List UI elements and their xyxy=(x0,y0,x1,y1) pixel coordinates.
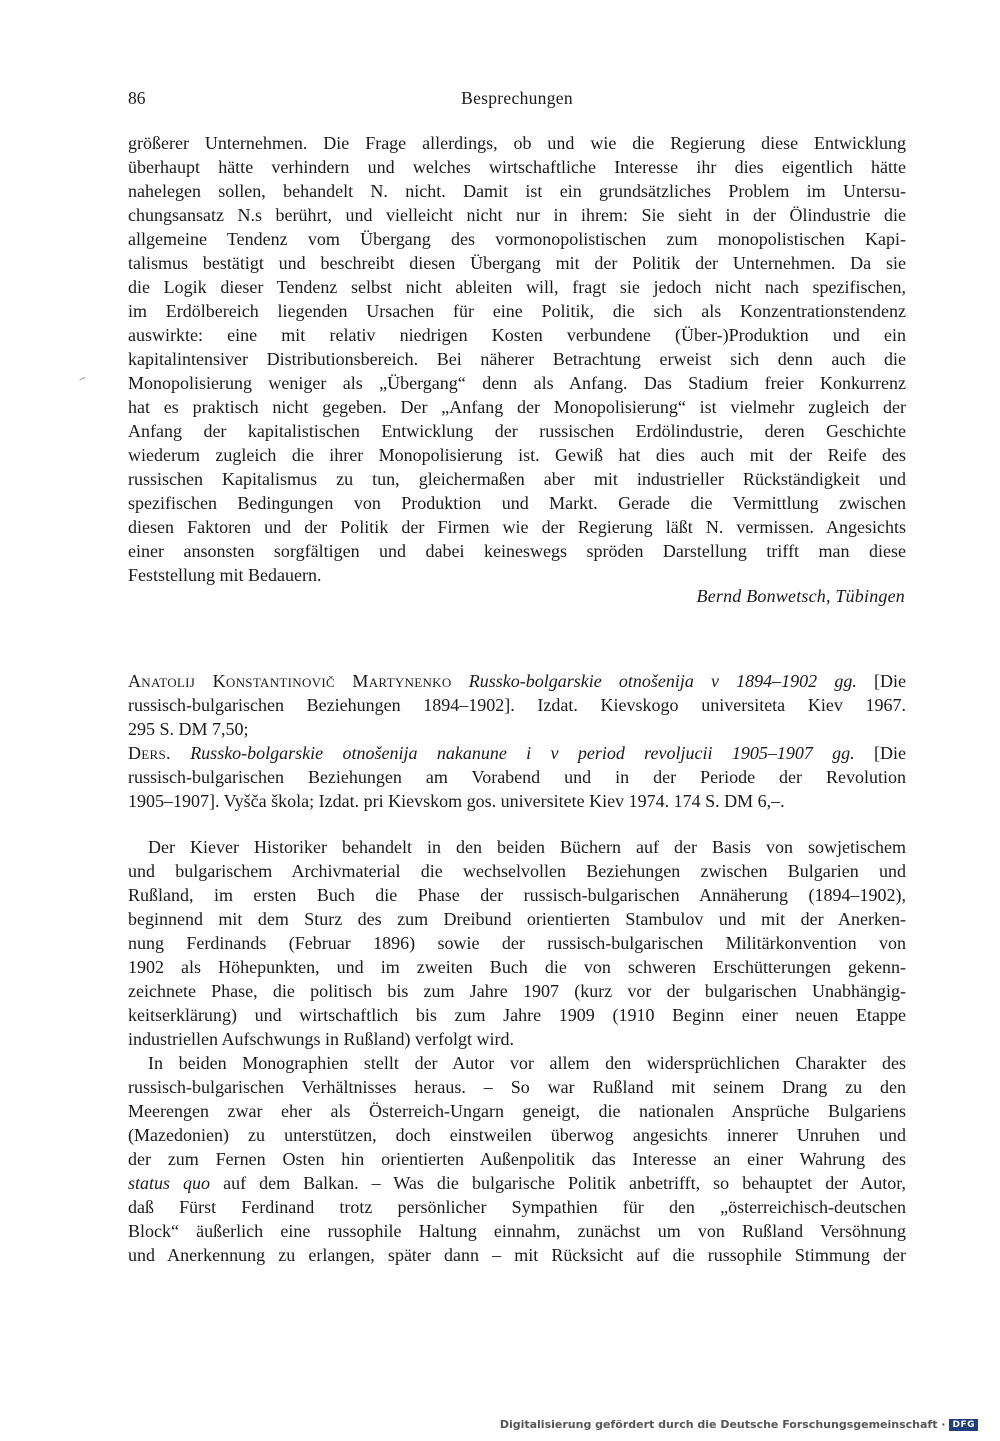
footer-credit: Digitalisierung gefördert durch die Deutsche Forschungsgemeinschaft · xyxy=(499,1418,946,1431)
biblio-text: [Die xyxy=(856,671,907,691)
digitization-footer xyxy=(500,1418,978,1431)
text-line: hat es praktisch nicht gegeben. Der „Anfang der Monopolisierung“ ist vielmehr zugleich der xyxy=(128,397,906,417)
text-line: einer ansonsten sorgfältigen und dabei keineswegs spröden Darstellung trifft man diese xyxy=(128,541,906,561)
biblio-line: russisch-bulgarischen Beziehungen am Vorabend und in der Periode der Revolution xyxy=(128,767,906,787)
text-line: Feststellung mit Bedauern. xyxy=(128,565,322,585)
text-line: 1902 als Höhepunkten, und im zweiten Buch die von schweren Erschütterungen gekenn- xyxy=(128,957,906,977)
dfg-logo: DFG xyxy=(949,1419,978,1431)
text-line: auswirkte: eine mit relativ niedrigen Kosten verbundene (Über-)Produktion und ein xyxy=(128,325,906,345)
text-line: im Erdölbereich liegenden Ursachen für eine Politik, die sich als Konzentrationstendenz xyxy=(128,301,906,321)
text-line: kapitalintensiver Distributionsbereich. Bei näherer Betrachtung erweist sich denn auch die xyxy=(128,349,906,369)
running-head: Besprechungen xyxy=(461,88,573,108)
page-number: 86 xyxy=(128,88,146,108)
text-line: beginnend mit dem Sturz des zum Dreibund orientierten Stambulov und mit der Anerken- xyxy=(128,909,906,929)
text-line: wiederum zugleich die ihrer Monopolisierung ist. Gewiß hat dies auch mit der Reife des xyxy=(128,445,906,465)
text-line: In beiden Monographien stellt der Autor vor allem den widersprüchlichen Charakter des xyxy=(148,1053,906,1073)
biblio-author: Anatolij Konstantinovič Martynenko xyxy=(128,671,452,691)
text-line: Rußland, im ersten Buch die Phase der russisch-bulgarischen Annäherung (1894–1902), xyxy=(128,885,906,905)
text-line: größerer Unternehmen. Die Frage allerdings, ob und wie die Regierung diese Entwicklung xyxy=(128,133,906,153)
text-line: Meerengen zwar eher als Österreich-Ungarn geneigt, die nationalen Ansprüche Bulgariens xyxy=(128,1101,906,1121)
text-line: Der Kiever Historiker behandelt in den beiden Büchern auf der Basis von sowjetischem xyxy=(148,837,906,857)
reviewer-signature: Bernd Bonwetsch, Tübingen xyxy=(696,586,905,606)
text-line: Block“ äußerlich eine russophile Haltung einnahm, zunächst um von Rußland Versöhnung xyxy=(128,1221,906,1241)
biblio-author: Ders. xyxy=(128,743,171,763)
biblio-line xyxy=(128,670,906,693)
biblio-title: Russko-bolgarskie otnošenija v 1894–1902 gg. xyxy=(468,671,857,691)
text-line: industriellen Aufschwungs in Rußland) verfolgt wird. xyxy=(128,1029,514,1049)
text-line: Anfang der kapitalistischen Entwicklung der russischen Erdölindustrie, deren Geschichte xyxy=(128,421,906,441)
text-line: und bulgarischem Archivmaterial die wechselvollen Beziehungen zwischen Bulgarien und xyxy=(128,861,906,881)
text-line: die Logik dieser Tendenz selbst nicht ableiten will, fragt sie jedoch nicht nach spezifischen, xyxy=(128,277,906,297)
text-line: (Mazedonien) zu unterstützen, doch einstweilen überwog angesichts innerer Unruhen und xyxy=(128,1125,906,1145)
biblio-line: russisch-bulgarischen Beziehungen 1894–1902]. Izdat. Kievskogo universiteta Kiev 1967. xyxy=(128,695,906,715)
text-line: nahelegen sollen, behandelt N. nicht. Damit ist ein grundsätzliches Problem im Untersu- xyxy=(128,181,906,201)
text-line: allgemeine Tendenz vom Übergang des vormonopolistischen zum monopolistischen Kapi- xyxy=(128,229,906,249)
text-line: russischen Kapitalismus zu tun, gleichermaßen aber mit industrieller Rückständigkeit und xyxy=(128,469,906,489)
text-line: talismus bestätigt und beschreibt diesen Übergang mit der Politik der Unternehmen. Da sie xyxy=(128,253,906,273)
text-line: daß Fürst Ferdinand trotz persönlicher Sympathien für den „österreichisch-deutschen xyxy=(128,1197,906,1217)
text-line: russisch-bulgarischen Verhältnisses heraus. – So war Rußland mit seinem Drang zu den xyxy=(128,1077,906,1097)
text-line: nung Ferdinands (Februar 1896) sowie der russisch-bulgarischen Militärkonvention von xyxy=(128,933,906,953)
biblio-line: 1905–1907]. Vyšča škola; Izdat. pri Kievskom gos. universitete Kiev 1974. 174 S. DM 6,–. xyxy=(128,791,785,811)
biblio-line xyxy=(128,742,906,765)
scan-mark xyxy=(79,377,86,383)
text-line: und Anerkennung zu erlangen, später dann – mit Rücksicht auf die russophile Stimmung der xyxy=(128,1245,906,1265)
text-line: Monopolisierung weniger als „Übergang“ denn als Anfang. Das Stadium freier Konkurrenz xyxy=(128,373,906,393)
biblio-text: [Die xyxy=(854,743,907,763)
biblio-line: 295 S. DM 7,50; xyxy=(128,719,249,739)
text-line: der zum Fernen Osten hin orientierten Außenpolitik das Interesse an einer Wahrung des xyxy=(128,1149,906,1169)
text-line xyxy=(128,1172,906,1195)
page-header xyxy=(128,88,906,112)
text-line: chungsansatz N.s berührt, und vielleicht nicht nur in ihrem: Sie sieht in der Ölindustrie die xyxy=(128,205,906,225)
text-line: diesen Faktoren und der Politik der Firmen wie der Regierung läßt N. vermissen. Angesichts xyxy=(128,517,906,537)
biblio-title: Russko-bolgarskie otnošenija nakanune i v period revoljucii 1905–1907 gg. xyxy=(190,743,855,763)
text-span: auf dem Balkan. – Was die bulgarische Politik anbetrifft, so behauptet der Autor, xyxy=(210,1173,906,1193)
latin-phrase: status quo xyxy=(128,1173,211,1193)
text-line: spezifischen Bedingungen von Produktion und Markt. Gerade die Vermittlung zwischen xyxy=(128,493,906,513)
text-line: überhaupt hätte verhindern und welches wirtschaftliche Interesse ihr dies eigentlich hätte xyxy=(128,157,906,177)
text-line: zeichnete Phase, die politisch bis zum Jahre 1907 (kurz vor der bulgarischen Unabhängig- xyxy=(128,981,906,1001)
text-line: keitserklärung) und wirtschaftlich bis zum Jahre 1909 (1910 Beginn einer neuen Etappe xyxy=(128,1005,906,1025)
